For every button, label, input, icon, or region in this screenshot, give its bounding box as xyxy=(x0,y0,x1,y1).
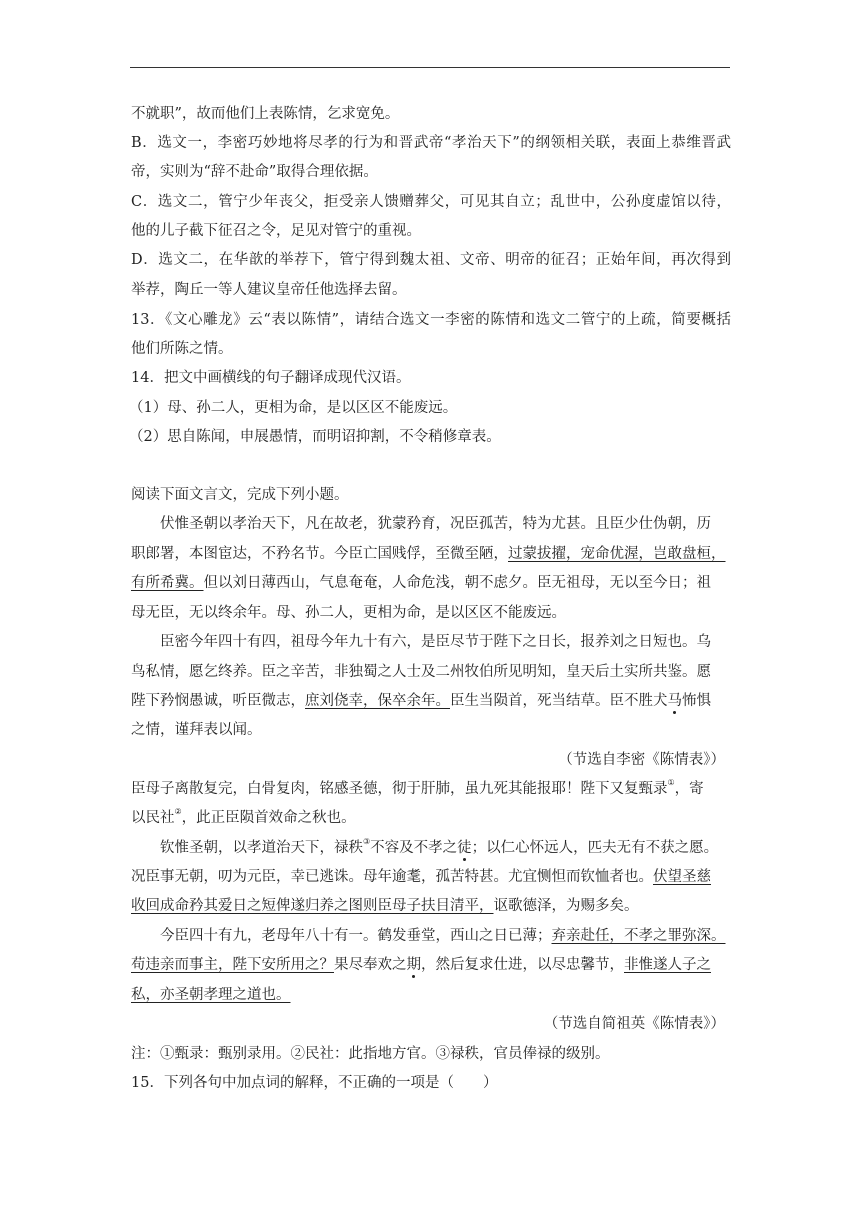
underlined-sentence: 非惟遂人子之 xyxy=(624,957,711,973)
source-attribution-1: （节选自李密《陈情表》） xyxy=(558,752,725,768)
passage-1-line: 职郎署，本图宦达，不矜名节。今臣亡国贱俘，至微至陋，过蒙拔擢，宠命优渥，岂敢盘桓， xyxy=(131,546,726,562)
footnotes: 注：①甄录：甄别录用。②民社：此指地方官。③禄秩，官员俸禄的级别。 xyxy=(131,1046,610,1062)
dotted-character: 马 xyxy=(667,693,682,709)
underlined-sentence: 伏望圣慈 xyxy=(653,869,711,885)
passage-4-line: 况臣事无朝，叨为元臣，幸已逃诛。母年逾耄，孤苦特甚。尤宜恻怛而钦恤者也。伏望圣慈 xyxy=(131,869,711,885)
underlined-sentence: 庶刘侥幸，保卒余年。 xyxy=(305,693,450,709)
passage-4-line: 钦惟圣朝，以孝道治天下，禄秩③不容及不孝之徒；以仁心怀远人，匹夫无有不获之愿。 xyxy=(160,837,719,856)
question-14-2: （2）思自陈闻，申展愚情，而明诏抑割，不令稍修章表。 xyxy=(129,429,501,445)
question-15: 15．下列各句中加点词的解释，不正确的一项是（ ） xyxy=(131,1075,498,1091)
question-13: 13．《文心雕龙》云“表以陈情”，请结合选文一李密的陈情和选文二管宁的上疏，简要概括 xyxy=(131,312,731,328)
passage-1-line: 有所希冀。但以刘日薄西山，气息奄奄，人命危浅，朝不虑夕。臣无祖母，无以至今日；祖 xyxy=(131,575,711,591)
dotted-character: 徒 xyxy=(457,840,472,856)
passage-1-line: 母无臣，无以终余年。母、孙二人，更相为命，是以区区不能废远。 xyxy=(131,605,566,621)
underlined-sentence: 收回成命矜其爱日之短俾遂归养之图则臣母子扶目清平， xyxy=(131,898,494,914)
text-line: 帝，实则为“辞不赴命”取得合理依据。 xyxy=(131,164,378,180)
underlined-sentence: 弃亲赴任，不孝之罪弥深。 xyxy=(551,928,726,944)
text-line: 他们所陈之情。 xyxy=(131,341,233,357)
source-attribution-2: （节选自简祖英《陈情表》） xyxy=(543,1016,725,1032)
passage-2-line: 陛下矜悯愚诚，听臣微志，庶刘侥幸，保卒余年。臣生当陨首，死当结草。臣不胜犬马怖惧 xyxy=(131,693,711,709)
passage-5-line: 今臣四十有九，老母年八十有一。鹤发垂堂，西山之日已薄；弃亲赴任，不孝之罪弥深。 xyxy=(160,928,726,944)
text-line: 他的儿子截下征召之令，足见对管宁的重视。 xyxy=(131,223,421,239)
option-c: C．选文二，管宁少年丧父，拒受亲人馈赠葬父，可见其自立；乱世中，公孙度虚馆以待， xyxy=(131,194,731,210)
underlined-sentence: 过蒙拔擢，宠命优渥，岂敢盘桓， xyxy=(508,546,726,562)
passage-2-line: 臣密今年四十有四，祖母今年九十有六，是臣尽节于陛下之日长，报养刘之日短也。乌 xyxy=(160,634,711,650)
footnote-marker: ① xyxy=(667,778,675,787)
passage-2-line: 之情，谨拜表以闻。 xyxy=(131,722,262,738)
underlined-sentence: 苟违亲而事主，陛下安所用之？ xyxy=(131,957,334,973)
passage-5-line: 苟违亲而事主，陛下安所用之？果尽奉欢之期，然后复求仕进，以尽忠馨节，非惟遂人子之 xyxy=(131,957,711,973)
option-d: D．选文二，在华歆的举荐下，管宁得到魏太祖、文帝、明帝的征召；正始年间，再次得到 xyxy=(131,252,731,268)
option-b: B．选文一，李密巧妙地将尽孝的行为和晋武帝“孝治天下”的纲领相关联，表面上恭维晋武 xyxy=(131,135,731,151)
passage-2-line: 鸟私情，愿乞终养。臣之辛苦，非独蜀之人士及二州牧伯所见明知，皇天后土实所共鉴。愿 xyxy=(131,664,711,680)
passage-5-line xyxy=(131,985,731,1005)
underlined-sentence: 有所希冀。 xyxy=(131,575,204,591)
reading-instruction: 阅读下面文言文，完成下列小题。 xyxy=(131,487,349,503)
footnote-marker: ③ xyxy=(363,837,371,846)
text-line: 举荐，陶丘一等人建议皇帝任他选择去留。 xyxy=(131,282,407,298)
passage-1-line: 伏惟圣朝以孝治天下，凡在故老，犹蒙矜育，况臣孤苦，特为尤甚。且臣少仕伪朝，历 xyxy=(160,516,711,532)
dotted-character: 期 xyxy=(406,957,421,973)
header-rule xyxy=(130,67,730,68)
question-14-1: （1）母、孙二人，更相为命，是以区区不能废远。 xyxy=(129,400,458,416)
text-line: 不就职”，故而他们上表陈情，乞求宽免。 xyxy=(131,106,400,122)
footnote-marker: ② xyxy=(174,807,182,816)
passage-4-line: 收回成命矜其爱日之短俾遂归养之图则臣母子扶目清平，讴歌德泽，为赐多矣。 xyxy=(131,898,639,914)
question-14: 14．把文中画横线的句子翻译成现代汉语。 xyxy=(131,370,411,386)
passage-3-line: 以民社②，此正臣陨首效命之秋也。 xyxy=(131,807,356,826)
passage-3-line: 臣母子离散复完，白骨复肉，铭感圣德，彻于肝肺，虽九死其能报耶！陛下又复甄录①，寄 xyxy=(131,778,704,797)
underlined-sentence: 私，亦圣朝孝理之道也。 xyxy=(131,987,291,1003)
